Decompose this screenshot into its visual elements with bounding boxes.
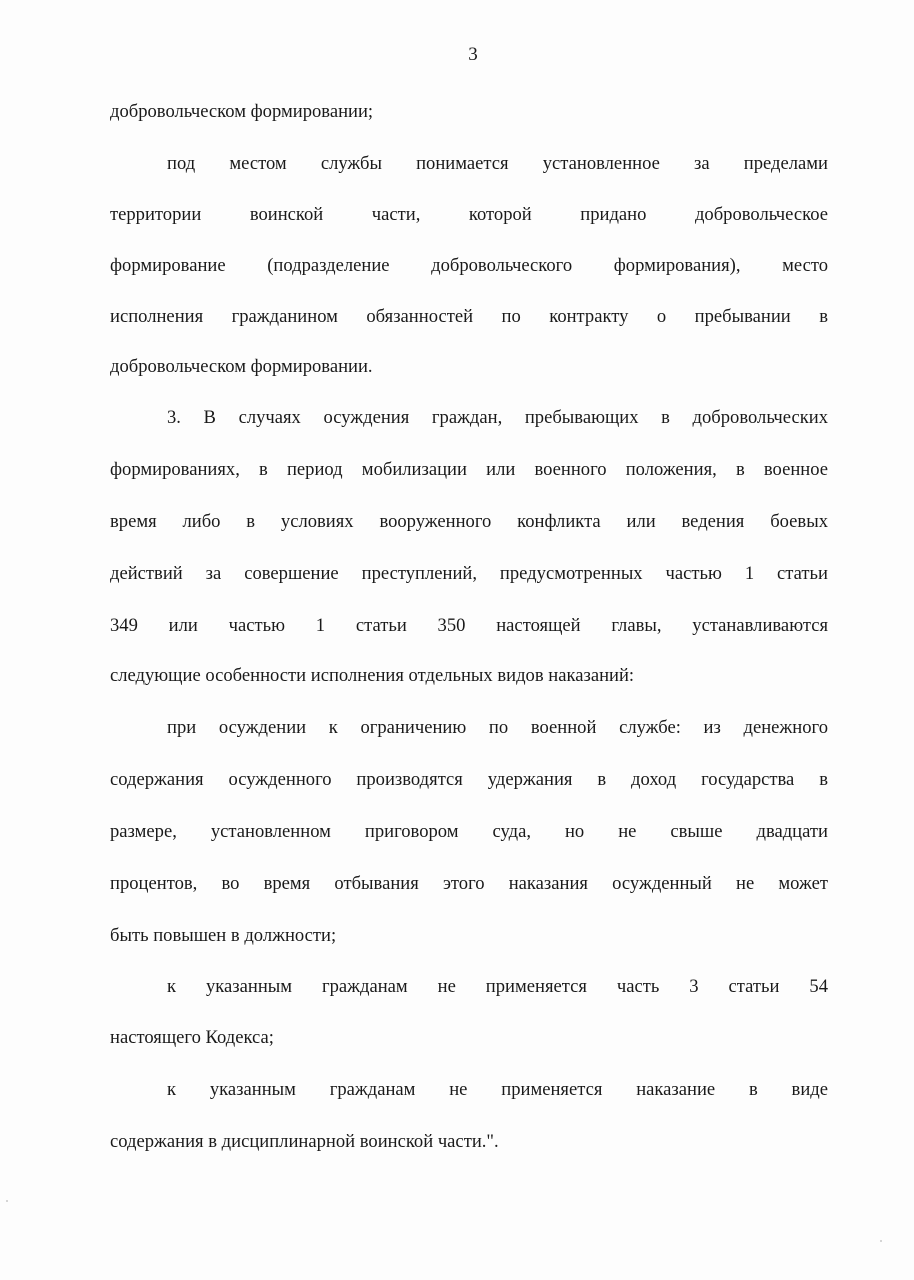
page-number: 3 (468, 44, 478, 65)
text-line: 3. В случаях осуждения граждан, пребывающих в добровольческих (167, 407, 828, 428)
text-line: добровольческом формировании; (110, 101, 374, 122)
text-line: время либо в условиях вооруженного конфликта или ведения боевых (110, 511, 828, 532)
text-line: под местом службы понимается установленное за пределами (167, 153, 828, 174)
text-line: при осуждении к ограничению по военной службе: из денежного (167, 717, 828, 738)
text-line: формирование (подразделение добровольческого формирования), место (110, 255, 828, 276)
text-line: формированиях, в период мобилизации или военного положения, в военное (110, 459, 828, 480)
text-line: добровольческом формировании. (110, 356, 373, 377)
text-line: к указанным гражданам не применяется часть 3 статьи 54 (167, 976, 828, 997)
text-line: следующие особенности исполнения отдельных видов наказаний: (110, 665, 635, 686)
text-line: размере, установленном приговором суда, но не свыше двадцати (110, 821, 828, 842)
text-line: настоящего Кодекса; (110, 1027, 274, 1048)
text-line: быть повышен в должности; (110, 925, 337, 946)
text-line: содержания осужденного производятся удержания в доход государства в (110, 769, 828, 790)
text-line: исполнения гражданином обязанностей по контракту о пребывании в (110, 306, 828, 327)
text-line: к указанным гражданам не применяется наказание в виде (167, 1079, 828, 1100)
text-line: процентов, во время отбывания этого наказания осужденный не может (110, 873, 828, 894)
text-line: территории воинской части, которой придано добровольческое (110, 204, 828, 225)
scan-speck (6, 1200, 8, 1202)
text-line: действий за совершение преступлений, предусмотренных частью 1 статьи (110, 563, 828, 584)
text-line: содержания в дисциплинарной воинской части.". (110, 1131, 499, 1152)
text-line: 349 или частью 1 статьи 350 настоящей главы, устанавливаются (110, 615, 828, 636)
scan-speck (880, 1240, 882, 1242)
